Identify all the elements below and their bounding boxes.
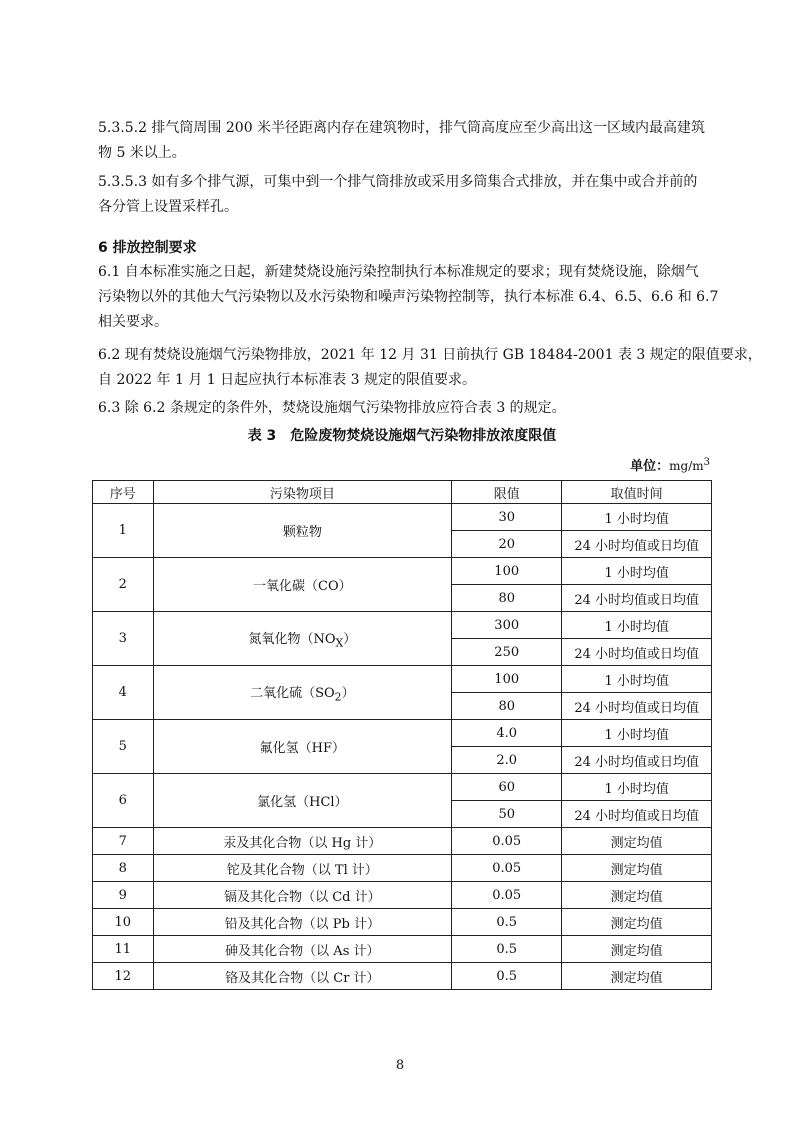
pollutant-subscript: 2 bbox=[334, 690, 342, 704]
limit-value: 0.5 bbox=[452, 963, 562, 990]
unit-label bbox=[630, 455, 710, 474]
table-row bbox=[93, 963, 712, 990]
limit-value: 0.5 bbox=[452, 936, 562, 963]
limit-value: 0.5 bbox=[452, 909, 562, 936]
averaging-time: 1 小时均值 bbox=[562, 720, 712, 747]
pollutant-item: 一氧化碳（CO） bbox=[153, 558, 452, 612]
row-number: 9 bbox=[93, 882, 154, 909]
averaging-time: 1 小时均值 bbox=[562, 774, 712, 801]
limit-value: 0.05 bbox=[452, 855, 562, 882]
limit-value-daily: 20 bbox=[452, 531, 562, 558]
row-number: 3 bbox=[93, 612, 154, 666]
clause-line: 物 5 米以上。 bbox=[98, 145, 186, 161]
row-number: 1 bbox=[93, 504, 154, 558]
clause-line: 自 2022 年 1 月 1 日起应执行本标准表 3 规定的限值要求。 bbox=[98, 372, 476, 388]
averaging-time: 24 小时均值或日均值 bbox=[562, 639, 712, 666]
pollutant-item: 氟化氢（HF） bbox=[153, 720, 452, 774]
clause-line: 5.3.5.2 排气筒周围 200 米半径距离内存在建筑物时，排气筒高度应至少高出这一区域内最高建筑 bbox=[98, 120, 706, 136]
table-row bbox=[93, 936, 712, 963]
averaging-time: 1 小时均值 bbox=[562, 612, 712, 639]
unit-label-text: 单位： bbox=[630, 459, 670, 474]
pollutant-item bbox=[153, 666, 452, 720]
table-caption: 表 3 危险废物焚烧设施烟气污染物排放浓度限值 bbox=[247, 428, 557, 444]
limit-value-daily: 2.0 bbox=[452, 747, 562, 774]
table-header-row bbox=[93, 481, 712, 504]
averaging-time: 1 小时均值 bbox=[562, 666, 712, 693]
table-row bbox=[93, 666, 712, 693]
averaging-time: 24 小时均值或日均值 bbox=[562, 693, 712, 720]
table-row bbox=[93, 612, 712, 639]
table-row bbox=[93, 828, 712, 855]
limit-value-daily: 50 bbox=[452, 801, 562, 828]
row-number: 5 bbox=[93, 720, 154, 774]
averaging-time: 24 小时均值或日均值 bbox=[562, 801, 712, 828]
pollutant-item: 铬及其化合物（以 Cr 计） bbox=[153, 963, 452, 990]
header-time: 取值时间 bbox=[562, 481, 712, 504]
pollutant-name-end: ） bbox=[341, 685, 355, 701]
row-number: 4 bbox=[93, 666, 154, 720]
row-number: 10 bbox=[93, 909, 154, 936]
clause-line: 污染物以外的其他大气污染物以及水污染物和噪声污染物控制等，执行本标准 6.4、6.5、6.6 和 6.7 bbox=[98, 289, 719, 305]
pollutant-item: 汞及其化合物（以 Hg 计） bbox=[153, 828, 452, 855]
limit-value-daily: 250 bbox=[452, 639, 562, 666]
table-row bbox=[93, 720, 712, 747]
row-number: 8 bbox=[93, 855, 154, 882]
averaging-time: 测定均值 bbox=[562, 963, 712, 990]
unit-superscript: 3 bbox=[703, 457, 710, 468]
limit-value-hourly: 300 bbox=[452, 612, 562, 639]
header-item: 污染物项目 bbox=[153, 481, 452, 504]
clause-6-3: 6.3 除 6.2 条规定的条件外，焚烧设施烟气污染物排放应符合表 3 的规定。 bbox=[98, 400, 566, 416]
limit-value-daily: 80 bbox=[452, 693, 562, 720]
clause-line: 6.2 现有焚烧设施烟气污染物排放，2021 年 12 月 31 日前执行 GB 18484-2001 表 3 规定的限值要求， bbox=[98, 347, 762, 363]
clause-line: 5.3.5.3 如有多个排气源，可集中到一个排气筒排放或采用多筒集合式排放，并在集中或合并前的 bbox=[98, 174, 698, 190]
averaging-time: 1 小时均值 bbox=[562, 504, 712, 531]
clause-line: 各分管上设置采样孔。 bbox=[98, 199, 238, 215]
clause-5-3-5-2 bbox=[98, 116, 708, 166]
pollutant-name: 氮氧化物（NO bbox=[248, 631, 336, 647]
clause-5-3-5-3 bbox=[98, 170, 708, 220]
limit-value-hourly: 60 bbox=[452, 774, 562, 801]
table-row bbox=[93, 855, 712, 882]
row-number: 7 bbox=[93, 828, 154, 855]
header-no: 序号 bbox=[93, 481, 154, 504]
limit-value: 0.05 bbox=[452, 882, 562, 909]
clause-line: 相关要求。 bbox=[98, 314, 168, 330]
table-row bbox=[93, 909, 712, 936]
pollutant-item: 铅及其化合物（以 Pb 计） bbox=[153, 909, 452, 936]
pollutant-subscript: X bbox=[335, 636, 344, 650]
limit-value-daily: 80 bbox=[452, 585, 562, 612]
table-row bbox=[93, 882, 712, 909]
table-row bbox=[93, 774, 712, 801]
averaging-time: 测定均值 bbox=[562, 828, 712, 855]
averaging-time: 24 小时均值或日均值 bbox=[562, 531, 712, 558]
pollutant-item: 铊及其化合物（以 Tl 计） bbox=[153, 855, 452, 882]
averaging-time: 1 小时均值 bbox=[562, 558, 712, 585]
limit-value-hourly: 4.0 bbox=[452, 720, 562, 747]
clause-line: 6.1 自本标准实施之日起，新建焚烧设施污染控制执行本标准规定的要求；现有焚烧设施，除烟气 bbox=[98, 264, 699, 280]
averaging-time: 测定均值 bbox=[562, 855, 712, 882]
averaging-time: 测定均值 bbox=[562, 882, 712, 909]
clause-6-2 bbox=[98, 343, 762, 393]
table-row bbox=[93, 504, 712, 531]
table-row bbox=[93, 558, 712, 585]
pollutant-item bbox=[153, 612, 452, 666]
limit-value-hourly: 100 bbox=[452, 558, 562, 585]
limit-value-hourly: 100 bbox=[452, 666, 562, 693]
header-limit: 限值 bbox=[452, 481, 562, 504]
averaging-time: 24 小时均值或日均值 bbox=[562, 747, 712, 774]
row-number: 12 bbox=[93, 963, 154, 990]
row-number: 6 bbox=[93, 774, 154, 828]
section-heading: 6 排放控制要求 bbox=[98, 240, 197, 256]
limit-value: 0.05 bbox=[452, 828, 562, 855]
row-number: 2 bbox=[93, 558, 154, 612]
averaging-time: 测定均值 bbox=[562, 909, 712, 936]
averaging-time: 24 小时均值或日均值 bbox=[562, 585, 712, 612]
limit-value-hourly: 30 bbox=[452, 504, 562, 531]
pollutant-name: 二氧化硫（SO bbox=[250, 685, 335, 701]
pollutant-item: 砷及其化合物（以 As 计） bbox=[153, 936, 452, 963]
unit-value-text: mg/m bbox=[669, 459, 704, 473]
unit-value bbox=[669, 459, 710, 473]
page-number: 8 bbox=[395, 1058, 405, 1073]
clause-6-1 bbox=[98, 260, 719, 335]
emission-limits-table bbox=[92, 480, 712, 990]
pollutant-name-end: ） bbox=[343, 631, 357, 647]
pollutant-item: 氯化氢（HCl） bbox=[153, 774, 452, 828]
pollutant-item: 镉及其化合物（以 Cd 计） bbox=[153, 882, 452, 909]
pollutant-item: 颗粒物 bbox=[153, 504, 452, 558]
row-number: 11 bbox=[93, 936, 154, 963]
averaging-time: 测定均值 bbox=[562, 936, 712, 963]
